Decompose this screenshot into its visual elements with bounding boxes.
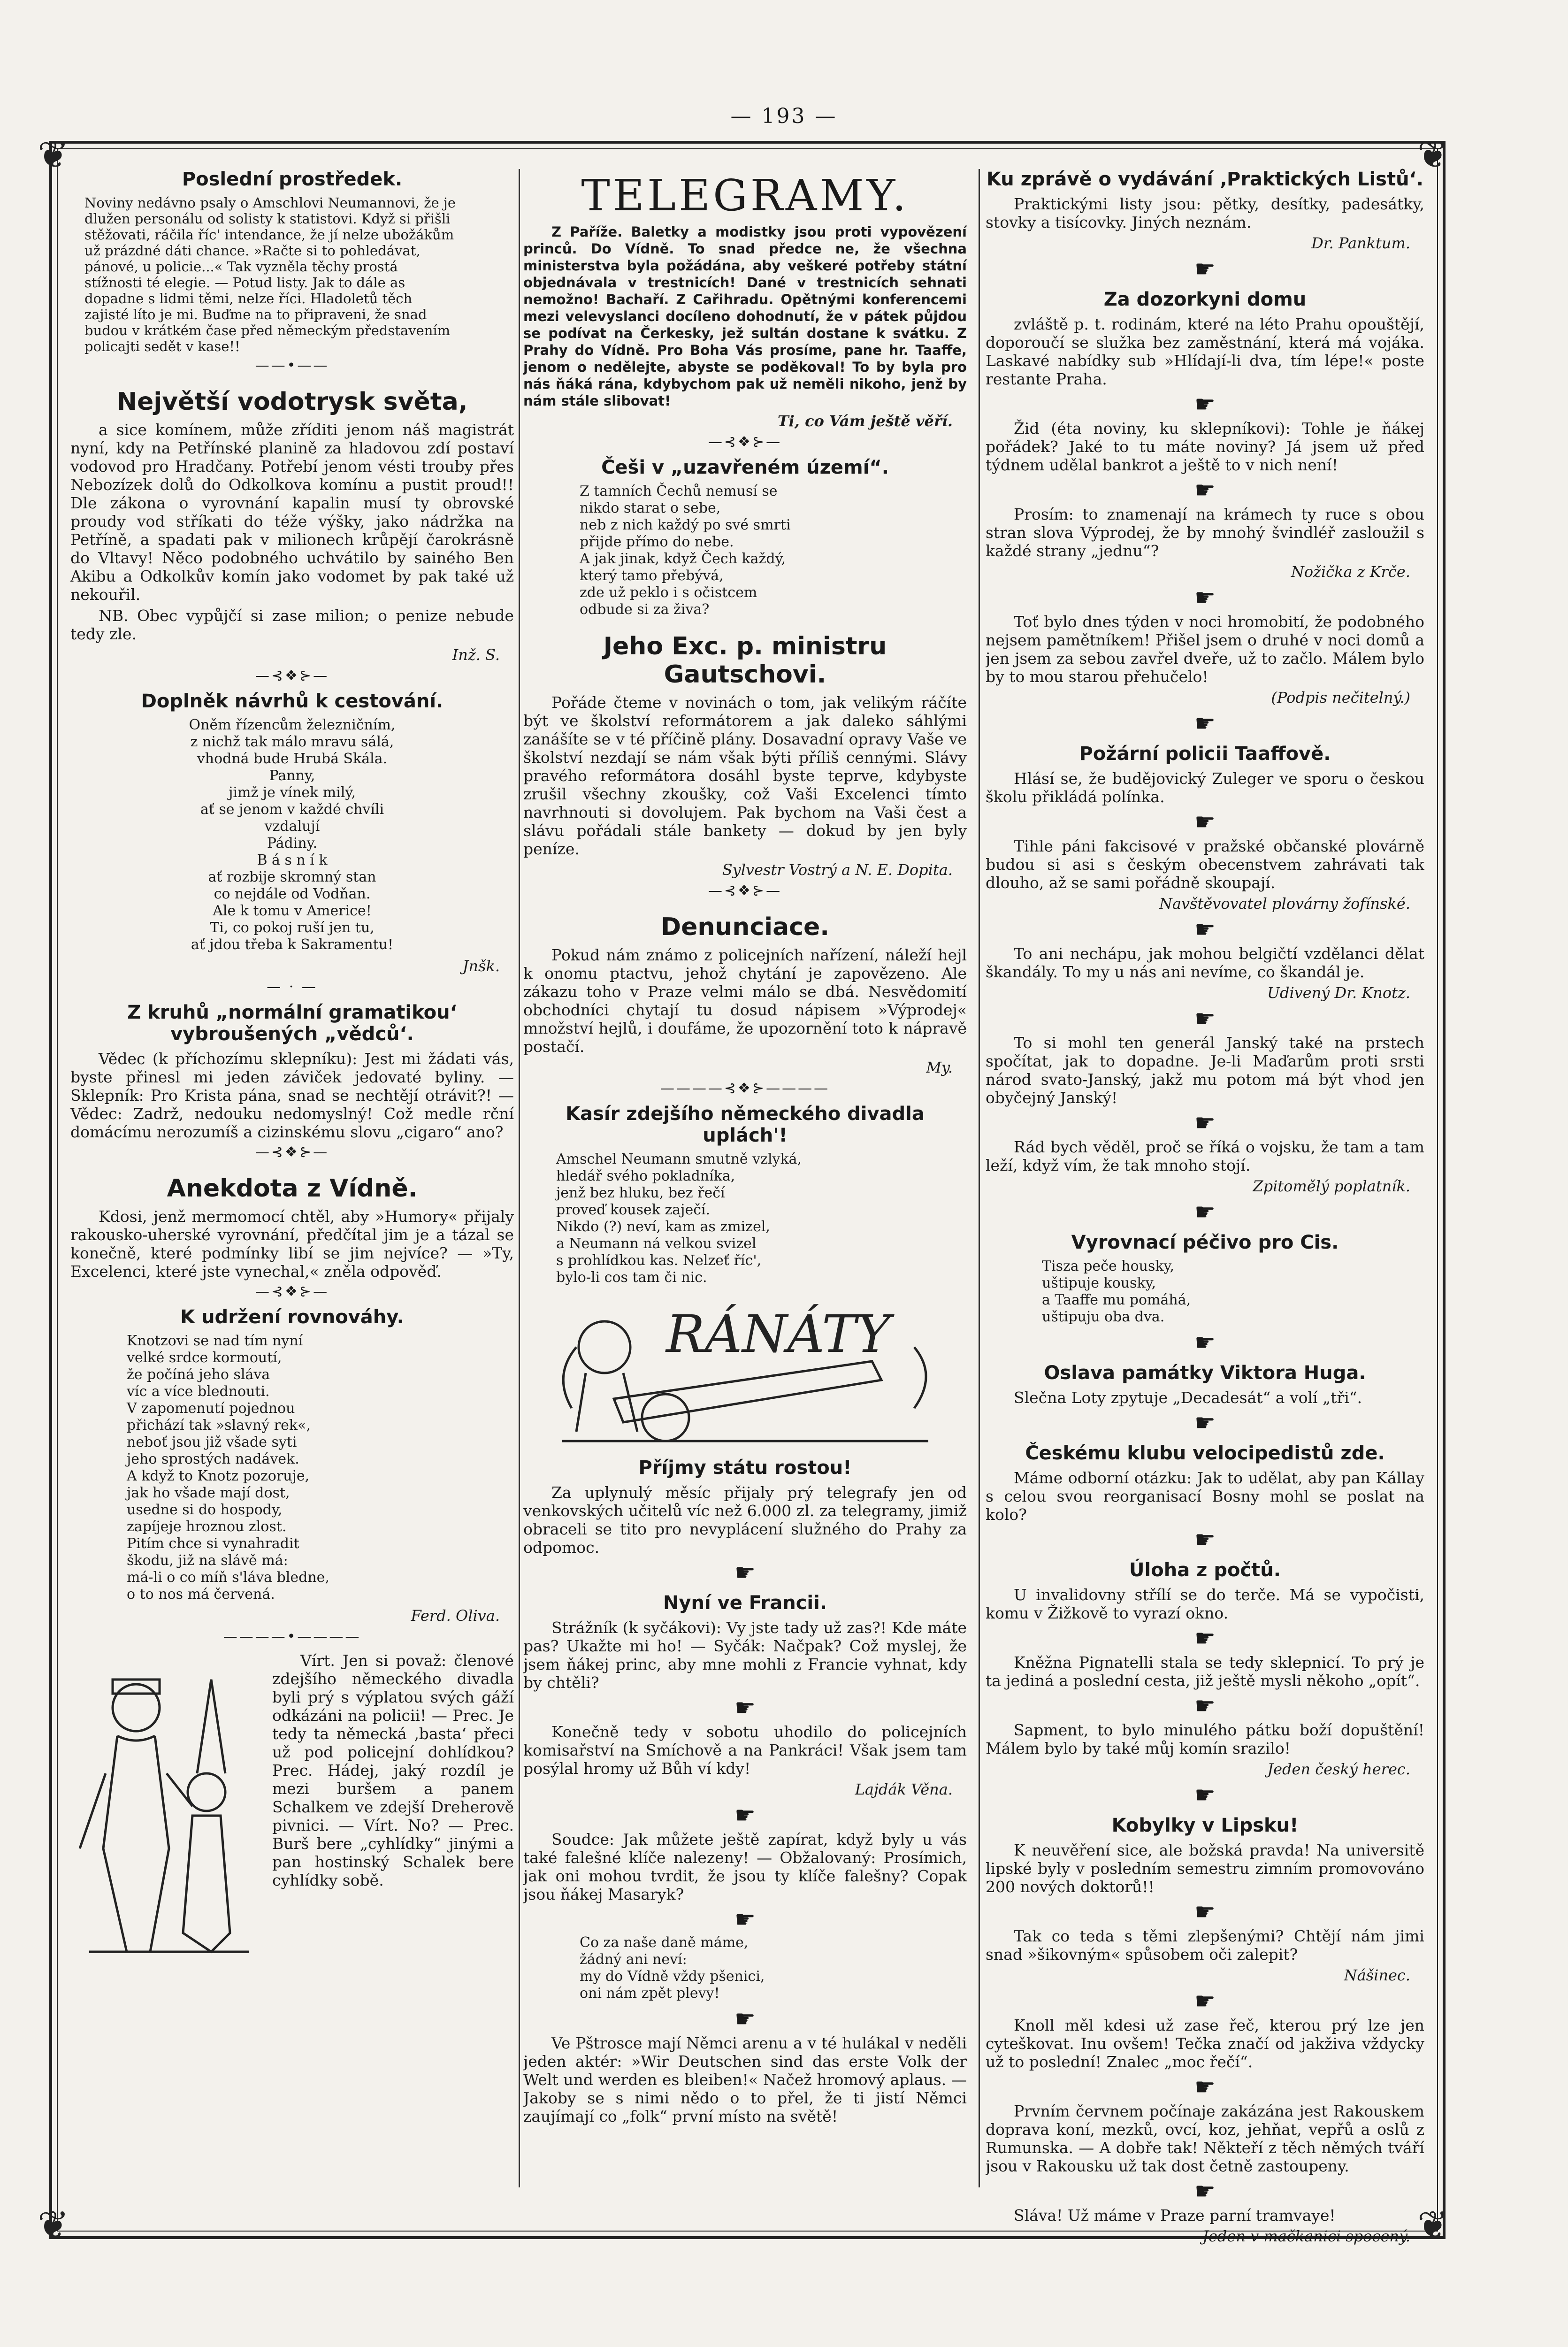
separator: —⊰❖⊱— [255,1283,329,1300]
knoll-text: Knoll měl kdesi už zase řeč, kterou prý lze jen cyteškovat. Inu ovšem! Tečka značí od jakživa vždycky už to poslední! Znalec „moc řečí“. [986,2016,1424,2071]
heading-listu: Ku zprávě o vydávání ‚Praktických Listů‘. [987,169,1423,190]
listu-text: Praktickými listy jsou: pětky, desítky, padesátky, stovky a tisícovky. Jiných neznám. [986,195,1424,231]
corner-ornament-icon: ❦ [38,2203,69,2247]
zlepseni-text: Tak co teda s těmi zlepšenými? Chtějí nám jimi snad »šikovným« spůsobem oči zalepit? [986,1927,1424,1964]
vidne-verse: Co za naše daně máme, žádný ani neví: my do Vídně vždy pšenici, oni nám zpět plevy! [580,1934,765,2002]
soudce-text: Soudce: Jak můžete ještě zapírat, když byly u vás také falešné klíče nalezeny! — Obžalovaný: Prosímich, jak oni mohou tvrdit, že jsou ty klíče falešny? Copak jsou ňákej Masaryk? [523,1830,967,1903]
pointing-hand-icon: ☛ [1194,255,1216,283]
ranaty-lettering: RÁNÁTY [665,1304,890,1364]
dozorkyni-text: zvláště p. t. rodinám, které na léto Prahu opouštějí, doporoučí se služka bez zaměstnání, která má vojáka. Laskavé nabídky sub »Hlídají-li dva, tím lépe!« poste restante Praha. [986,315,1424,388]
pointing-hand-icon: ☛ [1194,1409,1216,1436]
heading-vodotrysk: Největší vodotrysk světa, [116,388,468,416]
petrose-text: Ve Pštrosce mají Němci arenu a v té hulákal v neděli jeden aktér: »Wir Deutschen sind das erste Volk der Welt und werden es bleiben!« Načež hromový aplaus. — Jakoby se s nimi nědo o to přel, že ti jistí Němci zaujímají co „folk“ první místo na světě! [523,2034,967,2125]
denunciace-text: Pokud nám známo z policejních nařízení, náleží hejl k onomu ptactvu, jehož chytání je zapovězeno. Ale zákazu toho v Praze velmi málo se dbá. Nesvědomití obchodníci chytají tu dosud nápisem »Výprodej« množství hejlů, i doufáme, že upozornění toto k nápravě postačí. [523,946,967,1056]
anekdota-text: Kdosi, jenž mermomocí chtěl, aby »Humory« přijaly rakousko-uherské vyrovnání, předčítal jim je a tázal se konečně, které podmínky libí se jim nejvíce? — »Ty, Excelenci, které jste vynechal,« zněla odpověď. [70,1207,514,1281]
sapment-text: Sapment, to bylo minulého pátku boží dopuštění! Málem bylo by také můj komín srazilo! [986,1721,1424,1757]
heading-cis: Vyrovnací péčivo pro Cis. [1071,1232,1339,1253]
rovnovahy-signature: Ferd. Oliva. [411,1607,500,1625]
pozarni-text: Hlásí se, že budějovický Zuleger ve sporu o českou školu přikládá polínka. [986,769,1424,806]
prosim-text: Prosím: to znamenají na krámech ty ruce s obou stran slova Výprodej, že by mnohý švindléř zasloužil s každé strany „jednu“? [986,505,1424,560]
hromobiti-text: Toť bylo dnes týden v noci hromobití, že podobného nejsem pamětníkem! Přišel jsem o druhé v noci domů a jen jsem za sebou zavřel dveře, už to začlo. Málem bylo by to mou starou přehučelo! [986,613,1424,686]
pointing-hand-icon: ☛ [1194,1198,1216,1226]
lipsku-text: K neuvěření sice, ale božská pravda! Na universitě lipské byly v posledním semestru zimním promovováno 200 nových doktorů!! [986,1841,1424,1896]
pointing-hand-icon: ☛ [1194,1109,1216,1136]
virt-text: Vírt. Jen si považ: členové zdejšího německého divadla byli prý s výplatou svých gáží odkázáni na policii! — Prec. Je tedy ta německá ‚basta‘ přeci už pod policejní dohlídkou? Prec. Hádej, jaký rozdíl je mezi buršem a panem Schalkem ve zdejší Dreherově pivnici. — Vírt. No? — Prec. Burš bere „cyhlídky“ jinými a pan hostinský Schalek bere cyhlídky sobě. [272,1651,514,1889]
tihle-text: Tihle páni fakcisové v pražské občanské plovárně budou si asi s českým obecenstvem zahrávati tak dlouho, až se sami pořádně skoupají. [986,837,1424,892]
heading-rovnovahy: K udržení rovnováhy. [180,1306,404,1328]
pointing-hand-icon: ☛ [1194,916,1216,943]
pointing-hand-icon: ☛ [1194,391,1216,418]
vodotrysk-nb: NB. Obec vypůjčí si zase milion; o penize nebude tedy zle. [70,606,514,643]
separator: —⊰❖⊱— [708,882,782,899]
column-1 [70,162,514,1975]
pointing-hand-icon: ☛ [734,1694,756,1721]
prosim-signature: Nožička z Krče. [1291,563,1410,581]
francii-signature: Lajdák Věna. [855,1780,953,1798]
separator: —⊰❖⊱— [708,434,782,450]
pointing-hand-icon: ☛ [1194,1781,1216,1809]
heading-gautsch: Jeho Exc. p. ministru Gautschovi. [603,632,887,689]
column-rule [979,169,980,2187]
pointing-hand-icon: ☛ [734,1559,756,1586]
heading-prijmy: Příjmy státu rostou! [638,1457,852,1479]
corner-ornament-icon: ❦ [1417,133,1449,176]
separator: ————•———— [223,1628,361,1645]
pointing-hand-icon: ☛ [1194,1526,1216,1553]
heading-anekdota: Anekdota z Vídně. [167,1174,418,1203]
heading-dozorkyni: Za dozorkyni domu [1103,289,1307,310]
pointing-hand-icon: ☛ [734,1802,756,1829]
pointing-hand-icon: ☛ [1194,476,1216,504]
pointing-hand-icon: ☛ [1194,1329,1216,1356]
nechapu-text: To ani nechápu, jak mohou belgičtí vzdělanci dělat škandály. To my u nás ani nevíme, co škandál je. [986,944,1424,981]
ulohy-text: U invalidovny střílí se do terče. Má se vypočisti, komu v Žižkově to vyrazí okno. [986,1586,1424,1622]
zlepseni-signature: Nášinec. [1344,1966,1410,1984]
slava-text: Sláva! Už máme v Praze parní tramvaye! [1014,2206,1336,2224]
rovnovahy-verse: Knotzovi se nad tím nyní velké srdce kormoutí, že počíná jeho sláva víc a více blednouti. V zapomenutí pojednou přichází tak »slavný rek«, neboť jsou již všade syti jeho sprostých nadávek. A když to Knotz pozoruje, jak ho všade mají dost, usedne si do hospody, zapíjeje hroznou zlost. Pitím chce si vynahradit škodu, již na slávě má: má-li o co míň s'láva bledne, o to nos má červená. [127,1333,329,1603]
heading-kasir: Kasír zdejšího německého divadla uplách'! [566,1103,925,1146]
posledni-text: Noviny nedávno psaly o Amschlovi Neumannovi, že je dlužen personálu od solisty k statistovi. Když si přišli stěžovati, ráčila říc' intendance, že jí nelze ubožákům už prázdné dáti chance. »Račte si to pohledávat, pánové, u policie...« Tak vyzněla těchy prostá stížnosti té elegie. — Potud listy. Jak to dále as dopadne s lidmi těmi, nelze říci. Hladoletů těch zajisté líto je mi. Buďme na to připraveni, že snad budou v krátkém čase před německým představením policajti sedět v kase!! [84,195,456,354]
column-3 [986,162,1424,2249]
pointing-hand-icon: ☛ [1194,1987,1216,2015]
velociped-text: Máme odborní otázku: Jak to udělat, aby pan Kállay s celou svou reorganisací Bosny mohl se poslat na kolo? [986,1469,1424,1524]
separator: —⊰❖⊱— [255,1144,329,1160]
slava-signature: Jeden v mačkanici spocený. [1202,2227,1410,2245]
jansky-text: To si mohl ten generál Janský také na prstech spočítat, jak to dopadne. Je-li Maďarům proti srsti národ svato-Janský, jakž mu potom má být vhod jen obyčejný Janský! [986,1034,1424,1107]
heading-francii: Nyní ve Francii. [663,1592,827,1614]
cesi-verse: Z tamních Čechů nemusí se nikdo starat o sebe, neb z nich každý po své smrti přijde přímo do nebe. A jak jinak, když Čech každý, který tamo přebývá, zde už peklo i s očistcem odbude si za živa? [580,483,791,618]
heading-ulohy: Úloha z počtů. [1129,1559,1281,1581]
zid-text: Žid (éta noviny, ku sklepníkovi): Tohle je ňákej pořádek? Jaké to tu máte noviny? Já jsem už před týdnem udělal bankrot a ještě to v nich není! [986,419,1424,474]
telegramy-signature: Ti, co Vám ještě věří. [777,412,953,430]
vodotrysk-signature: Inž. S. [452,646,500,664]
doplnek-verse: Oněm řízencům železničním, z nichž tak málo mravu sálá, vhodná bude Hrubá Skála. Panny, jimž je vínek milý, ať se jenom v každé chvíli vzdalují Pádiny. B á s n í k ať rozbije skromný stan co nejdále od Vodňan. Ale k tomu v Americe! Ti, co pokoj ruší jen tu, ať jdou třeba k Sakramentu! [189,717,396,953]
heading-posledni: Poslední prostředek. [182,169,403,190]
sapment-signature: Jeden český herec. [1267,1760,1410,1778]
ranaty-illustration [543,1291,947,1450]
vojsku-text: Rád bych věděl, proč se říká o vojsku, že tam a tam leží, když vím, že tak mnoho stojí. [986,1138,1424,1174]
separator: — · — [267,979,318,995]
doplnek-signature: Jnšk. [462,957,500,975]
denunciace-signature: My. [926,1058,953,1076]
separator: —⊰❖⊱— [255,667,329,684]
heading-telegramy: TELEGRAMY. [581,170,909,221]
cis-verse: Tisza peče housky, uštipuje kousky, a Taaffe mu pomáhá, uštipuju oba dva. [1042,1258,1191,1325]
pointing-hand-icon: ☛ [1194,1898,1216,1925]
corner-ornament-icon: ❦ [1417,2203,1449,2247]
pointing-hand-icon: ☛ [1194,710,1216,737]
kasir-verse: Amschel Neumann smutně vzlyká, hledář svého pokladníka, jenž bez hluku, bez řečí proveď kousek zaječí. Nikdo (?) neví, kam as zmizel, a Neumann ná velkou svizel s prohlídkou kas. Nelzeť říc', bylo-li cos tam či nic. [556,1151,802,1286]
heading-pozarni: Požární policii Taaffově. [1079,743,1331,765]
francii-text-2: Konečně tedy v sobotu uhodilo do policejních komisařství na Smíchově a na Pankráci! Však jsem tam posýlal hromy už Bůh ví kdy! [523,1723,967,1778]
pointing-hand-icon: ☛ [1194,584,1216,611]
heading-denunciace: Denunciace. [660,913,830,941]
pointing-hand-icon: ☛ [734,2005,756,2033]
column-rule [519,169,520,2187]
francii-text: Strážník (k syčákovi): Vy jste tady už zas?! Kde máte pas? Ukažte mi ho! — Syčák: Načpak? Což myslej, že jsem ňákej princ, aby mne mohli z Francie vyhnat, kdy by chtěli? [523,1618,967,1692]
separator: ——•—— [255,357,329,374]
pointing-hand-icon: ☛ [1194,2073,1216,2101]
hromobiti-signature: (Podpis nečitelný.) [1271,689,1410,706]
pointing-hand-icon: ☛ [734,1906,756,1933]
listu-signature: Dr. Panktum. [1311,234,1410,252]
hugo-text: Slečna Loty zpytuje „Decadesát“ a volí „tři“. [1014,1388,1362,1407]
gautsch-signature: Sylvestr Vostrý a N. E. Dopita. [722,861,953,879]
page-number: — 193 — [730,104,838,128]
heading-kruhu: Z kruhů „normální gramatikou‘ vybroušených „vědců‘. [127,1002,457,1045]
prijmy-text: Za uplynulý měsíc přijaly prý telegrafy jen od venkovských učitelů víc než 6.000 zl. za telegramy, jimiž obraceli se tito pro nevyplácení služného do Prahy za odpomoc. [523,1483,967,1557]
illustration-two-figures [70,1651,268,1971]
corner-ornament-icon: ❦ [38,133,69,176]
vodotrysk-text: a sice komínem, může zříditi jenom náš magistrát nyní, kdy na Petřínské planině za hladovou zdí postaví vodovod pro Hradčany. Potřebí jenom vésti trouby přes Nebozízek dolů do Odkolkova komínu a pustit proud!! Dle zákona o vyrovnání kapalin musí ty obrovské proudy vod stříkati do téže výšky, jako nádržka na Petříně, a spadati pak v milionech krůpějí čarokrásně do Vltavy! Něco podobného uchvátilo by sainého Ben Akibu a Odkolkův komín jako vodomet by pak také už nekouřil. [70,421,514,604]
heading-velociped: Českému klubu velocipedistů zde. [1025,1442,1385,1464]
pointing-hand-icon: ☛ [1194,2178,1216,2205]
pointing-hand-icon: ☛ [1194,1692,1216,1719]
pignatelli-text: Kněžna Pignatelli stala se tedy sklepnicí. To prý je ta jediná a poslední cesta, již ještě mysli někoho „opít“. [986,1653,1424,1690]
heading-cesi: Češi v „uzavřeném území“. [601,457,889,478]
telegramy-text: Z Paříže. Baletky a modistky jsou proti vypovězení princů. Do Vídně. To snad předce ne, že všechna ministerstva byla požádána, aby veškeré potřeby státní objednávala v trestnicích! Dané v trestnicích sehnati nemožno! Bachaří. Z Cařihradu. Opětnými konferencemi mezi velevyslanci docíleno dohodnutí, že v pátek půjdou se podívat na Čerkesky, jež sultán dostane k svátku. Z Prahy do Vídně. Pro Boha Vás prosíme, pane hr. Taaffe, jenom o nedělejte, abyste se poděkoval! To by byla pro nás ňáká rána, kdybychom pak už neměli nikoho, jenž by nám stále slibovat! [523,224,967,409]
pruhni-text: Prvním červnem počínaje zakázána jest Rakouskem doprava koní, mezků, ovcí, koz, jehňat, vepřů a oslů z Rumunska. — A dobře tak! Někteří z těch němých tváří jsou v Rakousku už tak dost četně zastoupeny. [986,2102,1424,2175]
gautsch-text: Pořáde čteme v novinách o tom, jak velikým ráčíte být ve školství reformátorem a jak daleko sáhlými zanášíte se v té příčině plány. Dosavadní opravy Vaše ve školství nezdají se nám však býti příliš cennými. Slávy pravého reformátora dosáhl byste teprve, kdybyste zrušil všechny zkoušky, což Vaši Excelenci tímto navrhnouti si dovolujem. Pak bychom na Vaši čest a slávu pořádali stále bankety — dokud by jen byly peníze. [523,693,967,858]
nechapu-signature: Udivený Dr. Knotz. [1267,984,1410,1002]
kruhu-text: Vědec (k příchozímu sklepníku): Jest mi žádati vás, byste přinesl mi jeden záviček jedovaté byliny. — Sklepník: Pro Krista pána, snad se nechtějí otrávit?! — Vědec: Zadrž, nedouku nedomyslný! Což medle rční domácímu nerozumíš a cizinskému slovu „cigaro“ ano? [70,1050,514,1141]
heading-hugo: Oslava památky Viktora Huga. [1044,1362,1366,1384]
tihle-signature: Navštěvovatel plovárny žofínské. [1159,895,1410,913]
vojsku-signature: Zpitomělý poplatník. [1253,1177,1410,1195]
heading-doplnek: Doplněk návrhů k cestování. [141,690,444,712]
pointing-hand-icon: ☛ [1194,808,1216,836]
separator: ————⊰❖⊱———— [660,1080,830,1097]
column-2 [523,162,967,2128]
pointing-hand-icon: ☛ [1194,1005,1216,1032]
pointing-hand-icon: ☛ [1194,1625,1216,1652]
heading-lipsku: Kobylky v Lipsku! [1111,1815,1299,1836]
